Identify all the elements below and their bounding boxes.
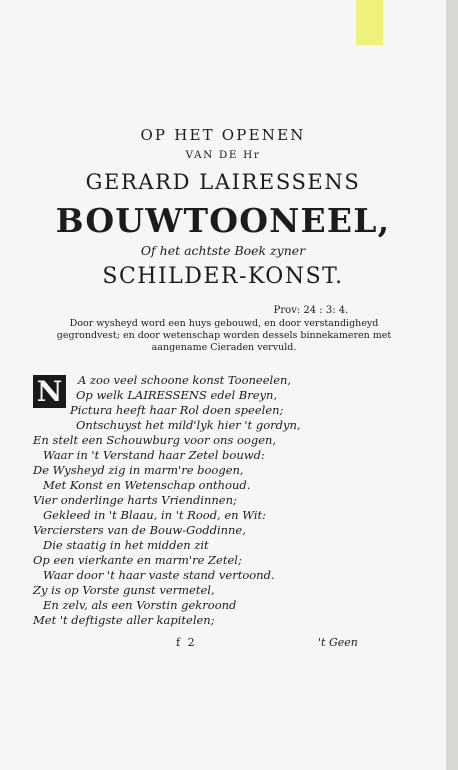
title-line-2: VAN DE Hr — [185, 149, 261, 161]
verse-line: Op een vierkante en marm're Zetel; — [33, 553, 242, 567]
signature-mark: f 2 — [176, 636, 197, 649]
bible-quote: Door wysheyd word een huys gebouwd, en door verstandigheyd gegrondvest; en door wetenschap worden dessels binnekameren met aangename Cieraden vervuld. — [56, 318, 392, 353]
verse-line: Waar in 't Verstand haar Zetel bouwd: — [43, 448, 265, 462]
verse-line: En stelt een Schouwburg voor ons oogen, — [33, 433, 277, 447]
verse-line: Pictura heeft haar Rol doen speelen; — [70, 403, 284, 417]
page-edge — [446, 0, 458, 770]
verse-line: Op welk LAIRESSENS edel Breyn, — [76, 388, 278, 402]
verse-line: Zy is op Vorste gunst vermetel, — [33, 583, 215, 597]
verse-line: Waar door 't haar vaste stand vertoond. — [43, 568, 275, 582]
verse-line: Gekleed in 't Blaau, in 't Rood, en Wit: — [43, 508, 267, 522]
title-book: SCHILDER-KONST. — [102, 264, 344, 289]
verse-line: Ontschuyst het mild'lyk hier 't gordyn, — [76, 418, 301, 432]
verse-line: Met Konst en Wetenschap onthoud. — [43, 478, 251, 492]
verse-line: Die staatig in het midden zit — [43, 538, 209, 552]
title-main: BOUWTOONEEL, — [55, 201, 391, 240]
catchword: 't Geen — [318, 636, 358, 649]
verse-line: En zelv, als een Vorstin gekroond — [43, 598, 237, 612]
verse-line: De Wysheyd zig in marm're boogen, — [33, 463, 244, 477]
verse-line: Met 't deftigste aller kapitelen; — [33, 613, 215, 627]
verse-line: Verciersters van de Bouw-Goddinne, — [33, 523, 246, 537]
title-subtitle: Of het achtste Boek zyner — [140, 243, 306, 258]
sticky-note-tab — [356, 0, 383, 45]
drop-cap: N — [33, 375, 66, 408]
verse-line: Vier onderlinge harts Vriendinnen; — [33, 493, 237, 507]
title-author: GERARD LAIRESSENS — [85, 170, 361, 194]
title-line-1: OP HET OPENEN — [140, 126, 306, 144]
verse-line: A zoo veel schoone konst Tooneelen, — [78, 373, 292, 387]
bible-reference: Prov: 24 : 3: 4. — [273, 305, 349, 316]
